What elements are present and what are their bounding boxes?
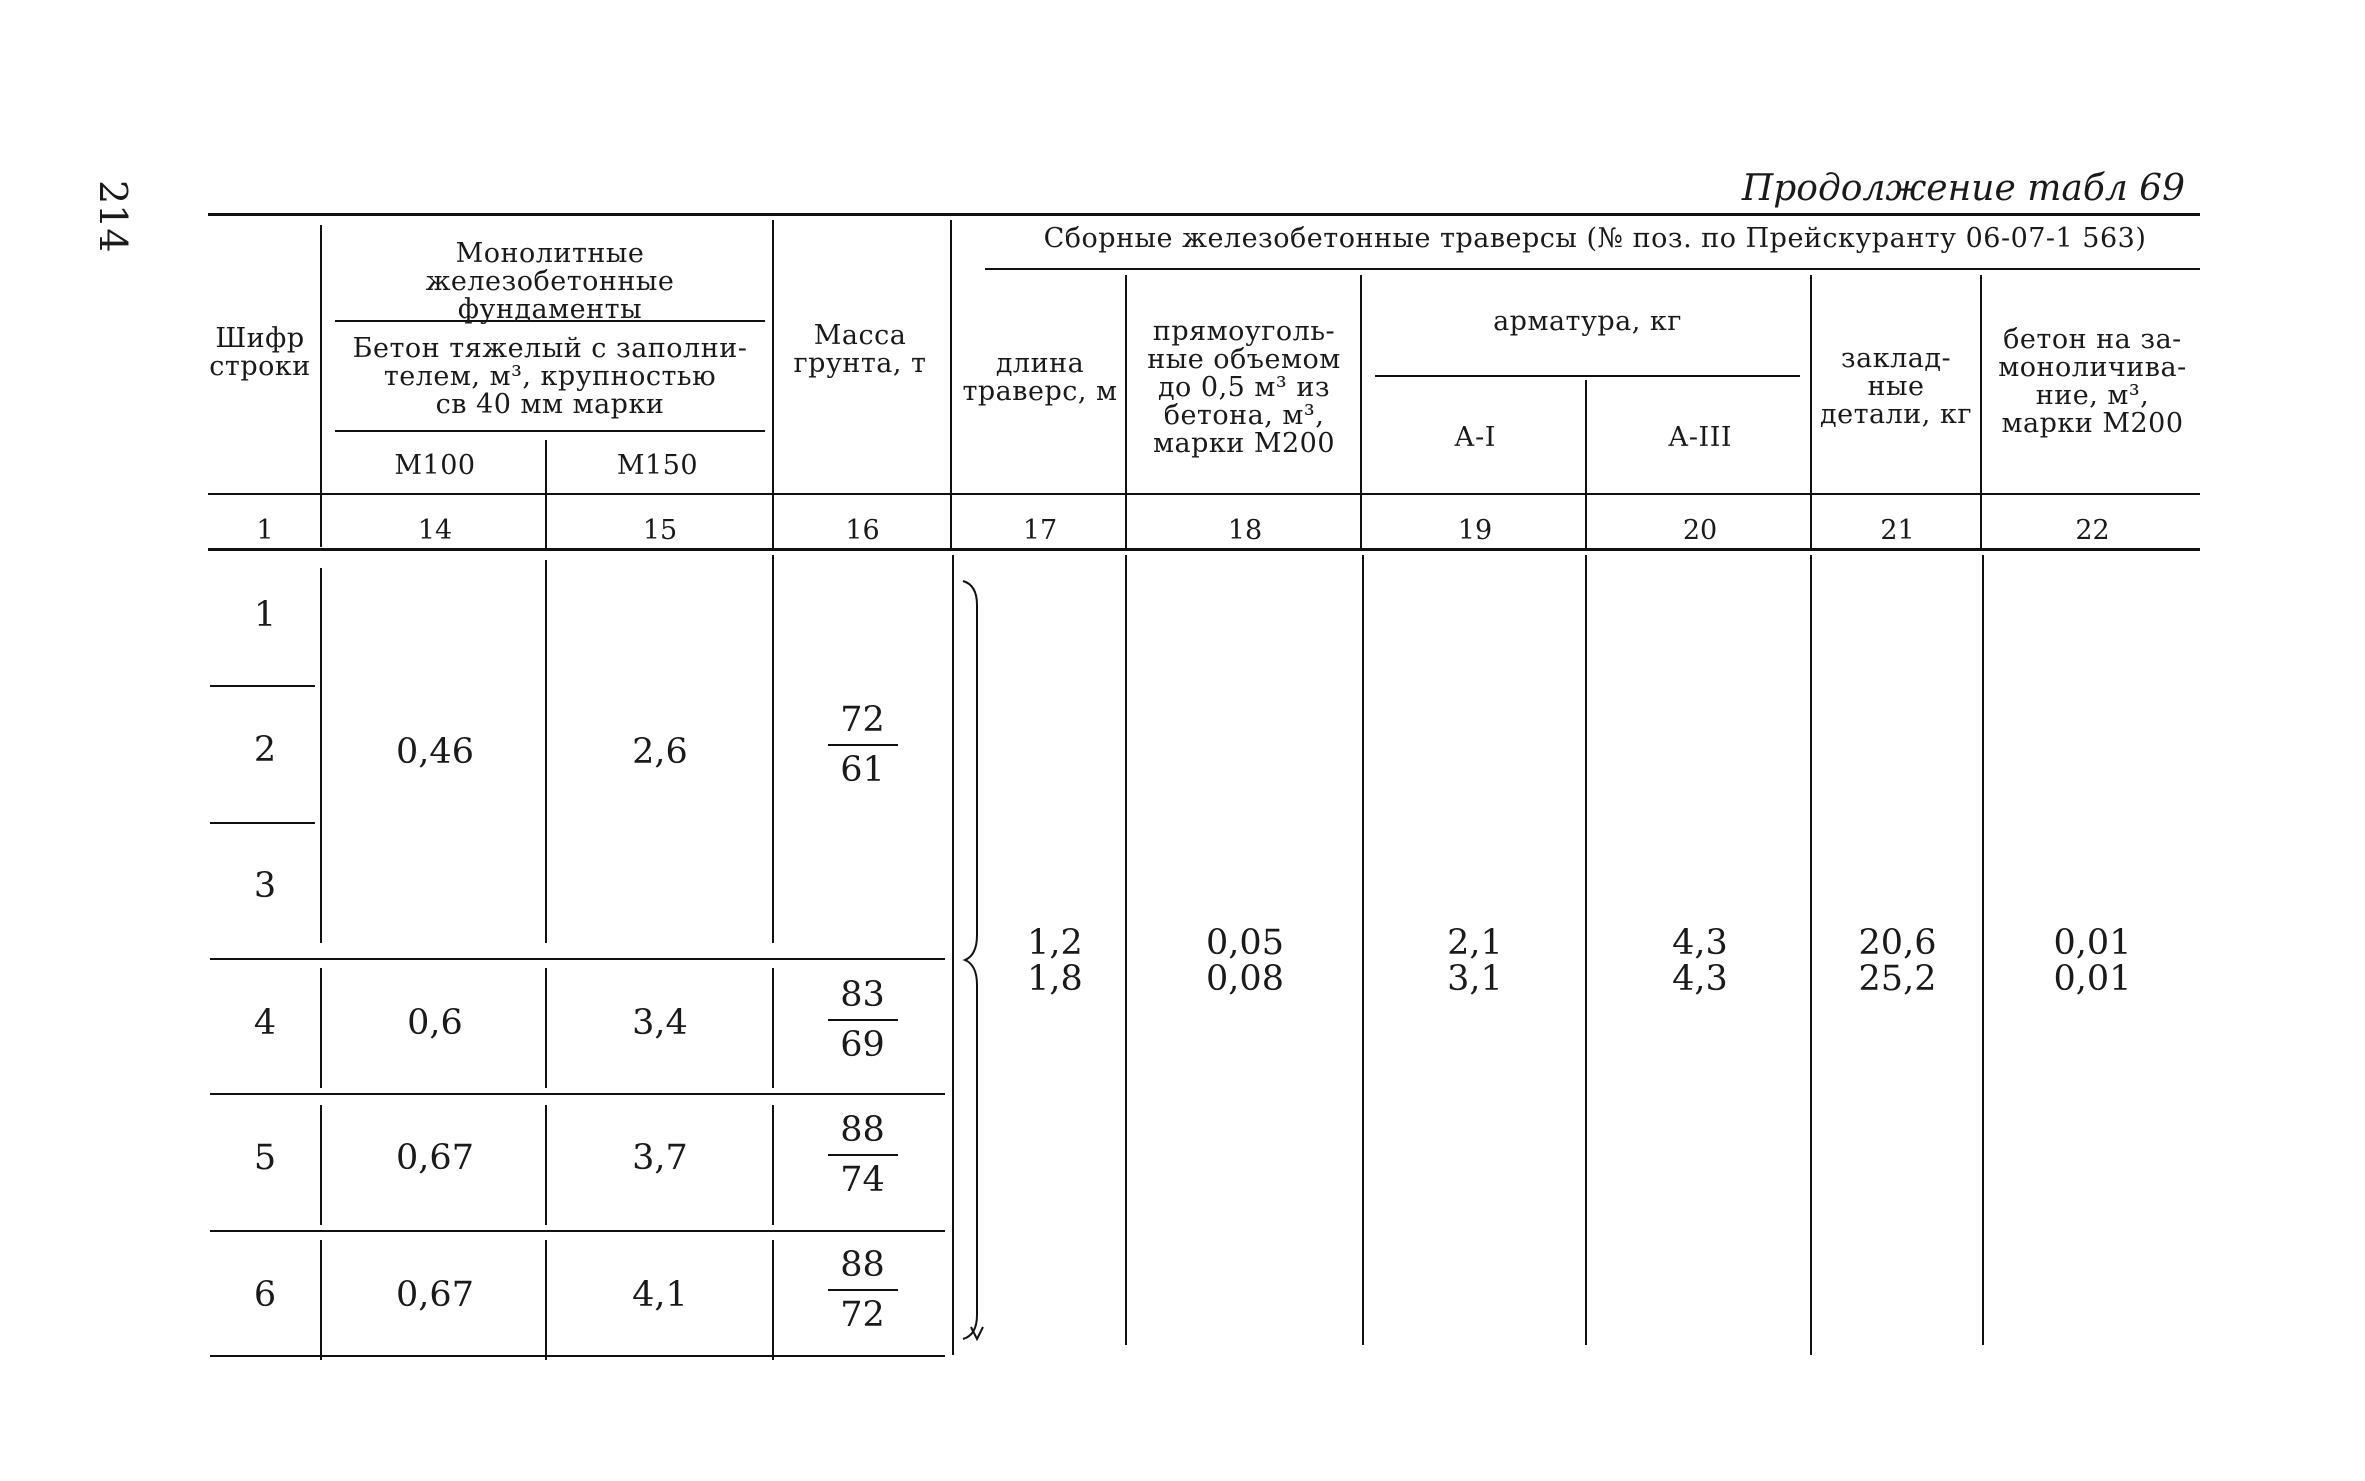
row-separator	[210, 685, 315, 687]
body-divider	[545, 1240, 547, 1360]
header-a3: А-III	[1667, 422, 1733, 453]
header-length: длина траверс, м	[962, 348, 1118, 407]
header-bottom-rule	[208, 493, 2200, 495]
col-number: 15	[642, 515, 678, 546]
col-number: 22	[2075, 515, 2110, 546]
soil-mass-bottom: 69	[840, 1025, 885, 1065]
header-divider	[320, 225, 322, 547]
header-divider	[1980, 275, 1982, 548]
m150-value: 3,4	[632, 1003, 688, 1043]
header-m100: М100	[394, 450, 476, 481]
precast-rect-values: 0,05 0,08	[1206, 923, 1284, 999]
header-soil-mass: Масса грунта, т	[793, 320, 927, 379]
m150-value: 2,6	[632, 732, 688, 772]
body-divider	[320, 1105, 322, 1225]
body-divider	[1982, 555, 1984, 1345]
header-divider	[1125, 275, 1127, 548]
header-precast-group: Сборные железобетонные траверсы (№ поз. по Прейскуранту 06-07-1 563)	[1043, 223, 2147, 254]
precast-a3-values: 4,3 4,3	[1672, 923, 1728, 999]
col-number: 16	[845, 515, 880, 546]
row-separator	[210, 1093, 945, 1095]
m150-value: 3,7	[632, 1138, 688, 1178]
m100-value: 0,67	[396, 1138, 474, 1178]
row-code: 2	[253, 730, 277, 770]
page-number: 214	[91, 180, 135, 253]
soil-mass-top: 88	[840, 1245, 885, 1285]
precast-embedded-values: 20,6 25,2	[1858, 923, 1937, 999]
col-number: 20	[1682, 515, 1718, 546]
body-divider	[545, 1105, 547, 1225]
header-monolithic: Монолитные железобетонные фундаменты	[425, 238, 675, 325]
col-number: 18	[1227, 515, 1263, 546]
m100-value: 0,6	[407, 1003, 463, 1043]
header-divider	[545, 440, 547, 548]
row-code: 3	[253, 866, 277, 906]
col-number: 14	[417, 515, 453, 546]
body-divider	[772, 968, 774, 1088]
header-rect: прямоуголь- ные объемом до 0,5 м³ из бетона, м³, марки М200	[1147, 316, 1341, 459]
precast-length-values: 1,2 1,8	[1027, 923, 1083, 999]
soil-mass-bottom: 72	[840, 1295, 885, 1335]
header-m150: М150	[616, 450, 699, 481]
body-divider	[1810, 555, 1812, 1355]
body-divider	[772, 1240, 774, 1360]
header-concrete-mono: бетон на за- моноличива- ние, м³, марки М200	[1998, 324, 2187, 439]
header-embedded: заклад- ные детали, кг	[1820, 343, 1972, 430]
body-divider	[1362, 555, 1364, 1345]
soil-mass-fraction	[780, 1110, 945, 1200]
precast-a1-values: 2,1 3,1	[1447, 923, 1503, 999]
table-top-rule	[208, 213, 2200, 216]
m150-value: 4,1	[632, 1275, 688, 1315]
header-divider	[1585, 380, 1587, 548]
row-separator	[210, 958, 945, 960]
row-code: 1	[253, 595, 277, 635]
header-armature: арматура, кг	[1493, 306, 1682, 337]
row-code: 6	[253, 1275, 277, 1315]
body-divider	[320, 568, 322, 943]
armature-rule	[1375, 375, 1800, 377]
soil-mass-top: 72	[840, 700, 885, 740]
fraction-bar	[828, 1154, 898, 1156]
fraction-bar	[828, 1019, 898, 1021]
body-divider	[320, 1240, 322, 1360]
fraction-bar	[828, 744, 898, 746]
fraction-bar	[828, 1289, 898, 1291]
table-continuation-title: Продолжение табл 69	[1741, 168, 2185, 209]
body-divider	[772, 1105, 774, 1225]
col-number: 21	[1880, 515, 1915, 546]
row-code: 5	[253, 1138, 277, 1178]
row-separator	[210, 822, 315, 824]
soil-mass-bottom: 61	[840, 750, 885, 790]
soil-mass-fraction	[780, 1245, 945, 1335]
table-bottom-rule	[210, 1355, 945, 1357]
body-divider	[1125, 555, 1127, 1345]
body-divider	[320, 968, 322, 1088]
precast-group-rule	[985, 268, 2200, 270]
body-divider	[952, 555, 954, 1355]
m100-value: 0,67	[396, 1275, 474, 1315]
header-code: Шифр строки	[209, 323, 311, 382]
soil-mass-bottom: 74	[840, 1160, 885, 1200]
body-divider	[545, 560, 547, 943]
header-divider	[772, 220, 774, 548]
body-divider	[1585, 555, 1587, 1345]
m100-value: 0,46	[396, 732, 474, 772]
soil-mass-fraction	[780, 700, 945, 790]
precast-concrete-mono-values: 0,01 0,01	[2053, 923, 2132, 999]
body-divider	[545, 968, 547, 1088]
col-number: 19	[1457, 515, 1493, 546]
col-number: 17	[1022, 515, 1058, 546]
col-numbers-bottom-rule	[208, 548, 2200, 551]
body-divider	[772, 555, 774, 943]
header-a1: А-I	[1454, 422, 1496, 453]
soil-mass-top: 83	[840, 975, 885, 1015]
soil-mass-fraction	[780, 975, 945, 1065]
col-number: 1	[256, 515, 274, 546]
header-divider	[1360, 275, 1362, 548]
header-divider	[950, 220, 952, 548]
soil-mass-top: 88	[840, 1110, 885, 1150]
row-code: 4	[253, 1003, 277, 1043]
header-concrete-sub: Бетон тяжелый с заполни- телем, м³, крупностью св 40 мм марки	[352, 333, 748, 420]
row-separator	[210, 1230, 945, 1232]
concrete-sub-rule	[335, 430, 765, 432]
